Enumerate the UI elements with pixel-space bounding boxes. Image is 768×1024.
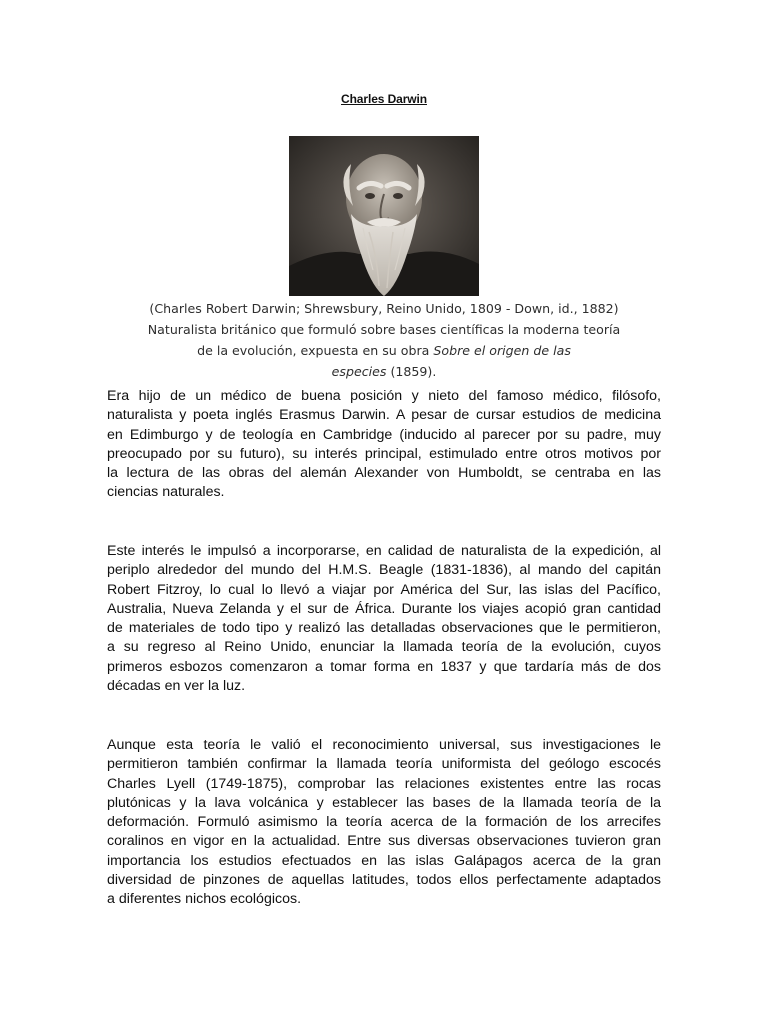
portrait-image xyxy=(289,136,479,296)
paragraph-line: la lectura de las obras del alemán Alexander von Humboldt, se centraba en las xyxy=(107,465,661,482)
portrait-caption xyxy=(100,298,668,382)
portrait-photo xyxy=(289,136,479,296)
paragraph-line: coralinos en vigor en la actualidad. Entre sus diversas observaciones tuvieron gran xyxy=(107,833,661,850)
paragraph-line: periplo alrededor del mundo del H.M.S. Beagle (1831-1836), al mando del capitán xyxy=(107,562,661,579)
paragraph-line: en Edimburgo y de teología en Cambridge (inducido al parecer por su padre, muy xyxy=(107,426,661,443)
paragraph-line: preocupado por su futuro), su interés principal, estimulado entre otros motivos por xyxy=(107,445,661,462)
paragraph-line: décadas en ver la luz. xyxy=(107,678,246,695)
caption-line xyxy=(100,340,668,361)
caption-line: (Charles Robert Darwin; Shrewsbury, Reino Unido, 1809 - Down, id., 1882) xyxy=(149,301,619,316)
paragraph-line: de materiales de todo tipo y realizó las detalladas observaciones que le permitieron, xyxy=(107,620,661,637)
caption-text: de la evolución, expuesta en su obra xyxy=(197,343,434,358)
paragraph-early-life xyxy=(107,387,661,503)
paragraph-beagle-voyage xyxy=(107,542,661,696)
paragraph-line: importancia los estudios efectuados en las islas Galápagos acerca de la gran xyxy=(107,852,661,869)
paragraph-line: Australia, Nueva Zelanda y el sur de África. Durante los viajes acopió gran cantidad xyxy=(107,600,661,617)
paragraph-line: a diferentes nichos ecológicos. xyxy=(107,891,302,908)
book-title: Sobre el origen de las xyxy=(433,343,571,358)
paragraph-theory-legacy xyxy=(107,736,661,910)
book-title: especies xyxy=(331,364,387,379)
caption-line xyxy=(100,361,668,382)
paragraph-line: Era hijo de un médico de buena posición y nieto del famoso médico, filósofo, xyxy=(107,388,661,404)
paragraph-line: Charles Lyell (1749-1875), comprobar las relaciones existentes entre las rocas xyxy=(107,775,661,792)
paragraph-line: naturalista y poeta inglés Erasmus Darwin. A pesar de cursar estudios de medicina xyxy=(107,407,661,424)
paragraph-line: Este interés le impulsó a incorporarse, en calidad de naturalista de la expedición, al xyxy=(107,543,661,559)
paragraph-line: permitieron también confirmar la llamada teoría uniformista del geólogo escocés xyxy=(107,756,661,773)
paragraph-line: Robert Fitzroy, lo cual lo llevó a viajar por América del Sur, las islas del Pacífico, xyxy=(107,581,661,598)
paragraph-line: ciencias naturales. xyxy=(107,484,225,501)
caption-line: Naturalista británico que formuló sobre bases científicas la moderna teoría xyxy=(147,322,621,337)
caption-year: (1859). xyxy=(386,364,437,379)
page-title: Charles Darwin xyxy=(341,92,427,106)
paragraph-line: plutónicas y la lava volcánica y establecer las bases de la llamada teoría de la xyxy=(107,794,661,811)
paragraph-line: deformación. Formuló asimismo la teoría acerca de la formación de los arrecifes xyxy=(107,814,661,831)
paragraph-line: Aunque esta teoría le valió el reconocimiento universal, sus investigaciones le xyxy=(107,737,661,753)
paragraph-line: primeros esbozos comenzaron a tomar forma en 1837 y que tardaría más de dos xyxy=(107,658,661,675)
paragraph-line: diversidad de pinzones de aquellas latitudes, todos ellos perfectamente adaptados xyxy=(107,872,661,889)
paragraph-line: a su regreso al Reino Unido, enunciar la llamada teoría de la evolución, cuyos xyxy=(107,639,661,656)
